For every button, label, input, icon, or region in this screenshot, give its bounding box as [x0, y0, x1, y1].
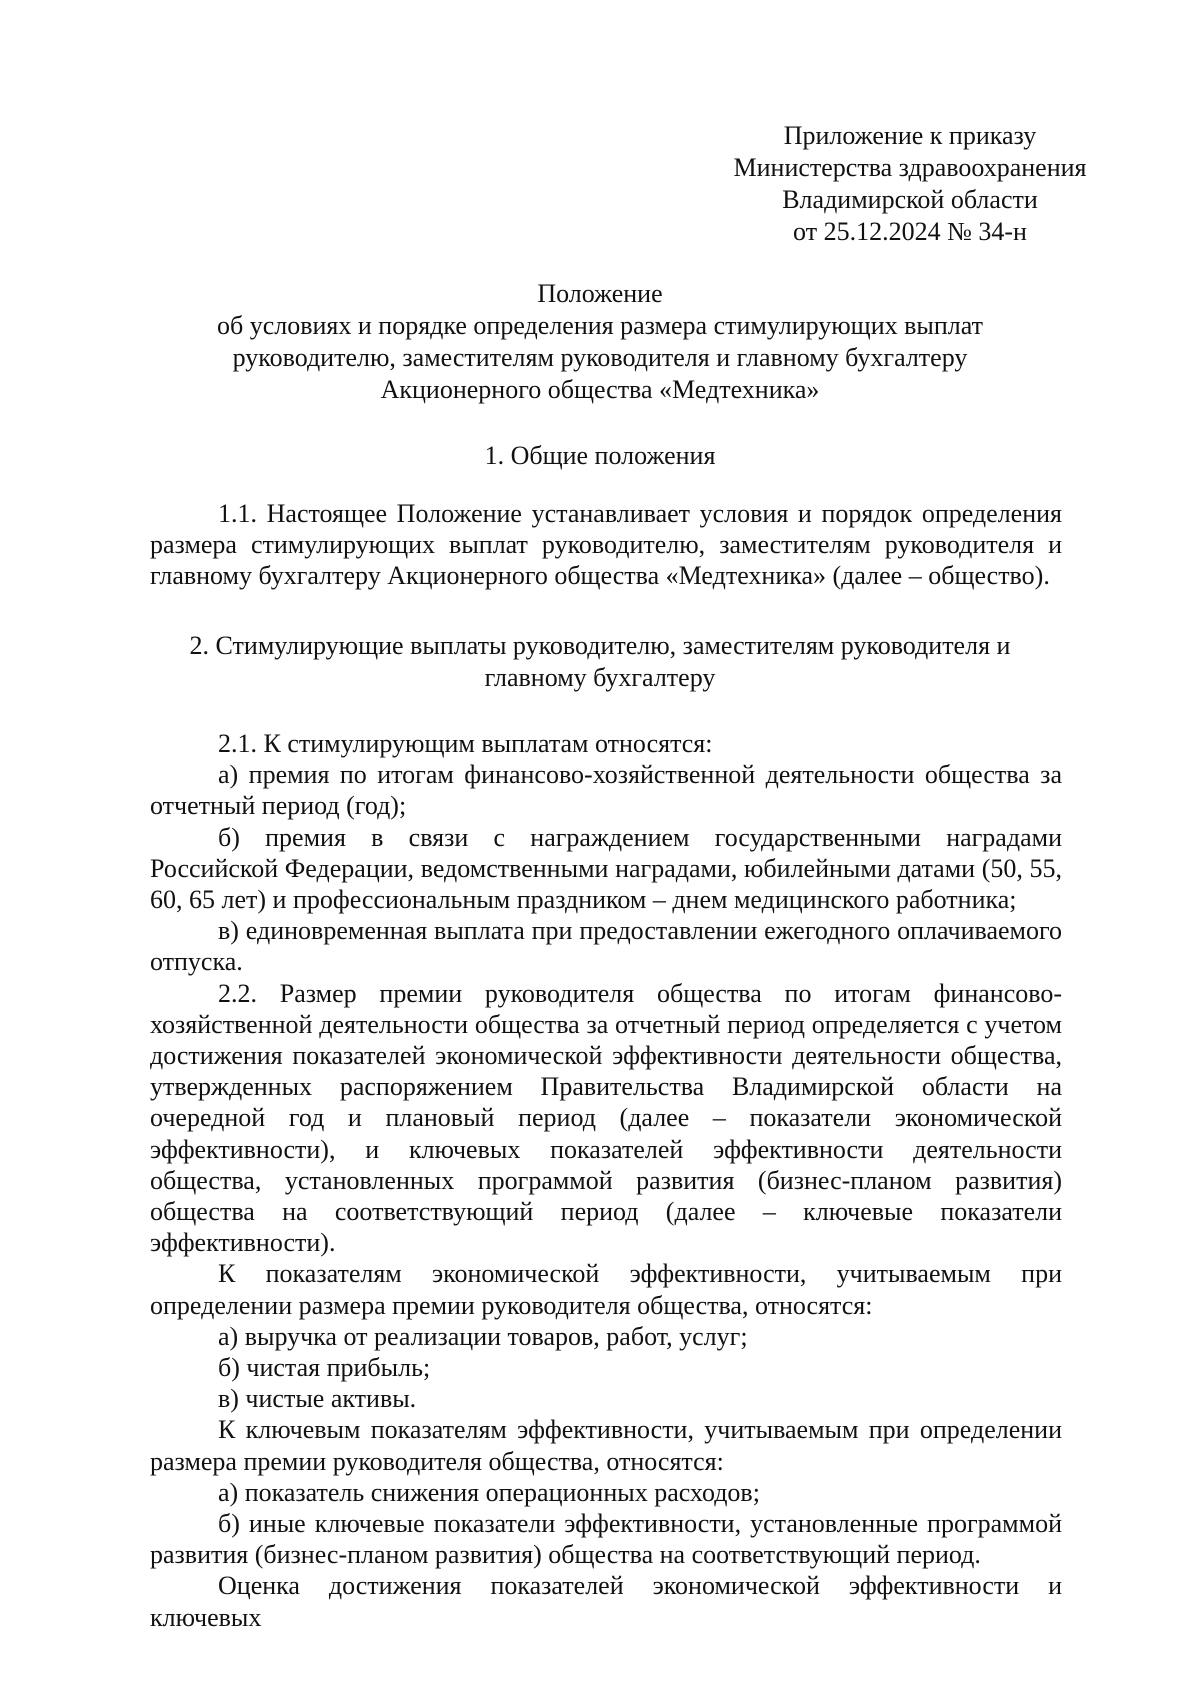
section-1-heading-text: 1. Общие положения — [484, 441, 716, 470]
appendix-line-2: Министерства здравоохранения — [733, 153, 1087, 182]
section-2-heading — [150, 630, 1050, 694]
paragraph-2-1-a: а) премия по итогам финансово-хозяйственной деятельности общества за отчетный период (год); — [150, 760, 1062, 821]
paragraph-key-indicators: К ключевым показателям эффективности, учитываемым при определении размера премии руководителя общества, относятся: — [150, 1415, 1062, 1476]
paragraph-econ-c: в) чистые активы. — [218, 1384, 417, 1414]
title-line-3: руководителю, заместителям руководителя и главному бухгалтеру — [232, 343, 968, 372]
appendix-line-4: от 25.12.2024 № 34-н — [793, 217, 1027, 246]
section-2-heading-line-1: 2. Стимулирующие выплаты руководителю, заместителям руководителя и — [189, 631, 1011, 660]
title-line-2: об условиях и порядке определения размера стимулирующих выплат — [217, 311, 983, 340]
section-1-body — [150, 498, 1062, 592]
paragraph-evaluation: Оценка достижения показателей экономической эффективности и ключевых — [150, 1571, 1062, 1632]
section-2-body — [150, 728, 1062, 1633]
section-2-heading-line-2: главному бухгалтеру — [484, 663, 716, 692]
paragraph-2-1: 2.1. К стимулирующим выплатам относятся: — [218, 729, 713, 758]
paragraph-econ-a: а) выручка от реализации товаров, работ, услуг; — [218, 1321, 748, 1351]
appendix-line-3: Владимирской области — [782, 185, 1038, 214]
paragraph-2-2: 2.2. Размер премии руководителя общества по итогам финансово-хозяйственной деятельности общества за отчетный период определяется с учетом достижения показателей экономической эффективности деятельности общества, утвержденных распоряжением Правительства Владимирской области на очередной год и плановый период (далее – показатели экономической эффективности), и ключевых показателей эффективности деятельности общества, установленных программой развития (бизнес-планом развития) общества на соответствующий период (далее – ключевые показатели эффективности). — [150, 978, 1062, 1258]
title-line-4: Акционерного общества «Медтехника» — [380, 375, 820, 404]
paragraph-1-1: 1.1. Настоящее Положение устанавливает условия и порядок определения размера стимулирующих выплат руководителю, заместителям руководителя и главному бухгалтеру Акционерного общества «Медтехника» (далее – общество). — [150, 499, 1062, 591]
paragraph-2-1-b: б) премия в связи с награждением государственными наградами Российской Федерации, ведомственными наградами, юбилейными датами (50, 55, 60, 65 лет) и профессиональным праздником – днем медицинского работника; — [150, 822, 1062, 915]
section-1-heading — [150, 440, 1050, 472]
appendix-header — [700, 120, 1120, 248]
paragraph-2-1-c: в) единовременная выплата при предоставлении ежегодного оплачиваемого отпуска. — [150, 916, 1062, 977]
paragraph-econ-b: б) чистая прибыль; — [218, 1353, 431, 1383]
title-line-1: Положение — [537, 279, 663, 308]
paragraph-key-a: а) показатель снижения операционных расходов; — [218, 1477, 760, 1507]
appendix-line-1: Приложение к приказу — [783, 121, 1037, 150]
paragraph-key-b: б) иные ключевые показатели эффективности, установленные программой развития (бизнес-планом развития) общества на соответствующий период. — [150, 1509, 1062, 1570]
paragraph-econ-indicators: К показателям экономической эффективности, учитываемым при определении размера премии руководителя общества, относятся: — [150, 1259, 1062, 1320]
document-title — [150, 278, 1050, 406]
